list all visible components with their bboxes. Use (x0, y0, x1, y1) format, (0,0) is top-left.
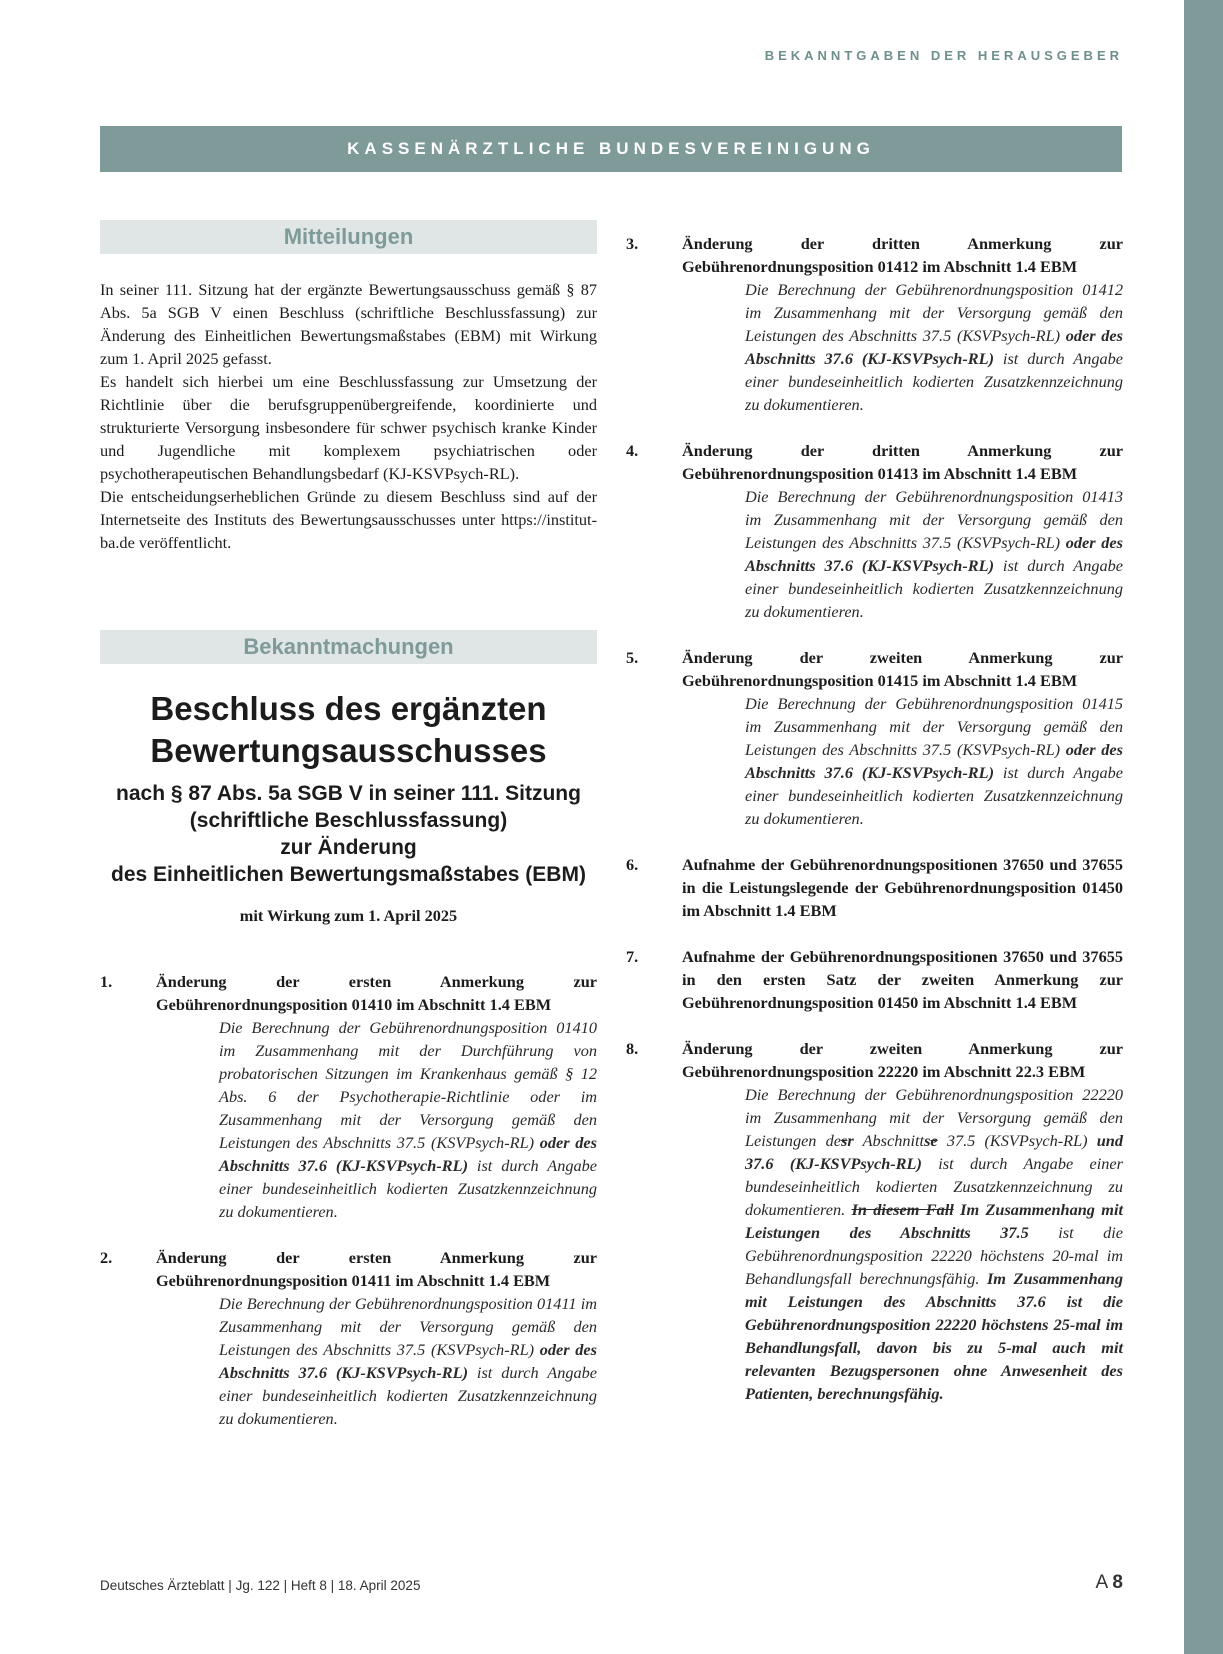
amendment-item (626, 646, 1123, 830)
item-number: 8. (626, 1039, 639, 1058)
resolution-subtitle-line-3: zur Änderung (280, 836, 417, 859)
item-body: Die Berechnung der Gebührenordnungsposition 01413 im Zusammenhang mit der Versorgung gemäß den Leistungen des Abschnitts 37.5 (KSVPsych-RL) oder des Abschnitts 37.6 (KJ-KSVPsych-RL) ist durch Angabe einer bundeseinheitlich kodierten Zusatzkennzeichnung zu dokumentieren. (745, 487, 1123, 621)
amendment-item (626, 232, 1123, 416)
organization-banner: KASSENÄRZTLICHE BUNDESVEREINIGUNG (100, 126, 1122, 172)
inserted-text: s (924, 1131, 931, 1150)
inserted-text: und 37.6 (KJ-KSVPsych-RL) (745, 1131, 1124, 1173)
item-heading: Änderung der ersten Anmerkung zur Gebührenordnungsposition 01411 im Abschnitt 1.4 EBM (156, 1248, 597, 1290)
amendment-item (626, 439, 1123, 623)
item-number: 4. (626, 441, 639, 460)
right-column (626, 232, 1123, 1428)
resolution-subtitle-line-2: (schriftliche Beschlussfassung) (189, 809, 508, 832)
item-heading: Aufnahme der Gebührenordnungspositionen 37650 und 37655 in die Leistungslegende der Gebührenordnungsposition 01450 im Abschnitt 1.4 EBM (682, 855, 1123, 920)
resolution-subtitle-line-4: des Einheitlichen Bewertungsmaßstabes (EBM) (111, 863, 586, 886)
item-body: Die Berechnung der Gebührenordnungsposition 01411 im Zusammenhang mit der Versorgung gemäß den Leistungen des Abschnitts 37.5 (KSVPsych-RL) oder des Abschnitts 37.6 (KJ-KSVPsych-RL) ist durch Angabe einer bundeseinheitlich kodierten Zusatzkennzeichnung zu dokumentieren. (219, 1294, 597, 1428)
item-heading: Änderung der dritten Anmerkung zur Gebührenordnungsposition 01412 im Abschnitt 1.4 EBM (682, 234, 1123, 276)
item-body: Die Berechnung der Gebührenordnungsposition 01410 im Zusammenhang mit der Durchführung von probatorischen Sitzungen im Krankenhaus gemäß § 12 Abs. 6 der Psychotherapie-Richtlinie oder im Zusammenhang mit der Versorgung gemäß den Leistungen des Abschnitts 37.5 (KSVPsych-RL) oder des Abschnitts 37.6 (KJ-KSVPsych-RL) ist durch Angabe einer bundeseinheitlich kodierten Zusatzkennzeichnung zu dokumentieren. (219, 1018, 597, 1221)
item-number: 3. (626, 234, 639, 253)
item-body: Die Berechnung der Gebührenordnungsposition 01412 im Zusammenhang mit der Versorgung gemäß den Leistungen des Abschnitts 37.5 (KSVPsych-RL) oder des Abschnitts 37.6 (KJ-KSVPsych-RL) ist durch Angabe einer bundeseinheitlich kodierten Zusatzkennzeichnung zu dokumentieren. (745, 280, 1123, 414)
amendment-item (626, 1037, 1123, 1405)
bekanntmachungen-heading: Bekanntmachungen (100, 630, 597, 664)
item-number: 1. (100, 972, 113, 991)
item-number: 7. (626, 947, 639, 966)
deleted-text: s (841, 1131, 848, 1150)
item-body: Die Berechnung der Gebührenordnungsposition 01415 im Zusammenhang mit der Versorgung gemäß den Leistungen des Abschnitts 37.5 (KSVPsych-RL) oder des Abschnitts 37.6 (KJ-KSVPsych-RL) ist durch Angabe einer bundeseinheitlich kodierten Zusatzkennzeichnung zu dokumentieren. (745, 694, 1123, 828)
item-number: 2. (100, 1248, 113, 1267)
item-number: 6. (626, 855, 639, 874)
inserted-text: Im Zusammenhang mit Leistungen des Abschnitts 37.6 ist die Gebührenordnungsposition 22220 höchstens 25-mal im Behandlungsfall, davon bis zu 5-mal auch mit relevanten Bezugspersonen ohne Anwesenheit des Patienten, berechnungsfähig. (745, 1269, 1123, 1403)
page-number: A 8 (1095, 1572, 1123, 1593)
mitteilungen-paragraph-1: In seiner 111. Sitzung hat der ergänzte Bewertungsausschuss gemäß § 87 Abs. 5a SGB V einen Beschluss (schriftliche Beschlussfassung) zur Änderung des Einheitlichen Bewertungsmaßstabes (EBM) mit Wirkung zum 1. April 2025 gefasst. (100, 280, 597, 368)
item-heading: Änderung der zweiten Anmerkung zur Gebührenordnungsposition 22220 im Abschnitt 22.3 EBM (682, 1039, 1123, 1081)
deleted-text: e (930, 1131, 938, 1150)
deleted-text: In diesem Fall (851, 1200, 954, 1219)
mitteilungen-paragraph-3: Die entscheidungserheblichen Gründe zu diesem Beschluss sind auf der Internetseite des Instituts des Bewertungsausschusses unter https://institut-ba.de veröffentlicht. (100, 487, 597, 552)
amendment-item (626, 945, 1123, 1014)
resolution-title-line-2: Bewertungsausschusses (150, 732, 547, 769)
mitteilungen-heading: Mitteilungen (100, 220, 597, 254)
resolution-title-line-1: Beschluss des ergänzten (150, 690, 547, 727)
amendment-item (626, 853, 1123, 922)
item-heading: Änderung der zweiten Anmerkung zur Gebührenordnungsposition 01415 im Abschnitt 1.4 EBM (682, 648, 1123, 690)
inserted-text: r (847, 1131, 854, 1150)
side-color-bar (1184, 0, 1223, 1654)
item-heading: Aufnahme der Gebührenordnungspositionen 37650 und 37655 in den ersten Satz der zweiten Anmerkung zur Gebührenordnungsposition 01450 im Abschnitt 1.4 EBM (682, 947, 1123, 1012)
item-body: Die Berechnung der Gebührenordnungsposition 22220 im Zusammenhang mit der Versorgung gemäß den Leistungen desr Abschnittse 37.5 (KSVPsych-RL) und 37.6 (KJ-KSVPsych-RL) ist durch Angabe einer bundeseinheitlich kodierten Zusatzkennzeichnung zu dokumentieren. In diesem Fall Im Zusammenhang mit Leistungen des Abschnitts 37.5 ist die Gebührenordnungsposition 22220 höchstens 20-mal im Behandlungsfall berechnungsfähig. Im Zusammenhang mit Leistungen des Abschnitts 37.6 ist die Gebührenordnungsposition 22220 höchstens 25-mal im Behandlungsfall, davon bis zu 5-mal auch mit relevanten Bezugspersonen ohne Anwesenheit des Patienten, berechnungsfähig. (745, 1085, 1124, 1403)
inserted-text: Im Zusammenhang mit Leistungen des Abschnitts 37.5 (745, 1200, 1123, 1242)
mitteilungen-text (100, 278, 597, 554)
amendment-item (100, 1246, 597, 1430)
mitteilungen-paragraph-2: Es handelt sich hierbei um eine Beschlussfassung zur Umsetzung der Richtlinie über die berufsgruppenübergreifende, koordinierte und strukturierte Versorgung insbesondere für schwer psychisch kranke Kinder und Jugendliche mit komplexem psychiatrischen oder psychotherapeutischen Behandlungsbedarf (KJ-KSVPsych-RL). (100, 372, 597, 483)
effective-date: mit Wirkung zum 1. April 2025 (239, 906, 458, 925)
left-column (100, 220, 597, 1453)
resolution-title-block (100, 688, 597, 926)
running-head: BEKANNTGABEN DER HERAUSGEBER (764, 48, 1123, 63)
resolution-subtitle-line-1: nach § 87 Abs. 5a SGB V in seiner 111. Sitzung (116, 782, 581, 805)
journal-citation: Deutsches Ärzteblatt | Jg. 122 | Heft 8 | 18. April 2025 (100, 1578, 421, 1593)
item-heading: Änderung der ersten Anmerkung zur Gebührenordnungsposition 01410 im Abschnitt 1.4 EBM (156, 972, 597, 1014)
amendment-list-left (100, 970, 597, 1430)
amendment-item (100, 970, 597, 1223)
item-heading: Änderung der dritten Anmerkung zur Gebührenordnungsposition 01413 im Abschnitt 1.4 EBM (682, 441, 1123, 483)
item-number: 5. (626, 648, 639, 667)
